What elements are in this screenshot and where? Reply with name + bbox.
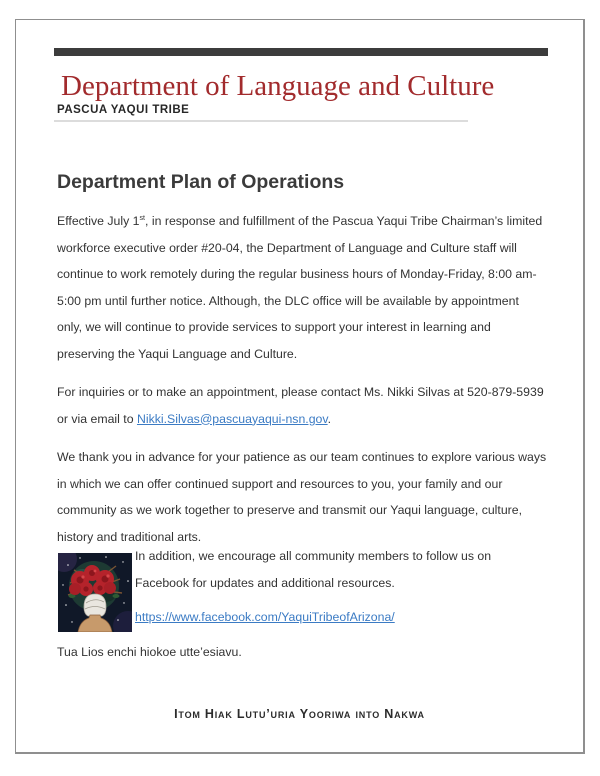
org-title: Department of Language and Culture	[61, 70, 495, 102]
facebook-link-row	[135, 604, 507, 631]
email-link[interactable]: Nikki.Silvas@pascuayaqui-nsn.gov	[136, 411, 328, 426]
doc-heading: Department Plan of Operations	[57, 171, 345, 193]
footer-motto: Itom Hiak Lutu’uria Yooriwa into Nakwa	[174, 707, 425, 721]
org-subtitle: PASCUA YAQUI TRIBE	[57, 104, 190, 116]
document-page	[15, 19, 585, 754]
paragraph-thanks: We thank you in advance for your patience as our team continues to explore various ways in which we can offer continued support and resources to you, your family and our community as we work together to preserve and transmit our Yaqui language, culture, history and traditional arts.	[57, 450, 547, 544]
paragraph-effective-prefix: Effective July 1	[57, 214, 140, 228]
paragraph-inquiries-text: For inquiries or to make an appointment, please contact Ms. Nikki Silvas at 520-879-5939 or via email to	[57, 385, 544, 426]
yaqui-artwork-image	[58, 553, 132, 632]
paragraph-facebook: In addition, we encourage all community members to follow us on Facebook for updates and additional resources.	[135, 549, 492, 590]
header-rule	[54, 120, 468, 122]
paragraph-inquiries	[57, 379, 547, 432]
header-accent-bar	[54, 48, 548, 56]
paragraph-effective	[57, 208, 547, 368]
paragraph-effective-rest: , in response and fulfillment of the Pascua Yaqui Tribe Chairman’s limited workforce executive order #20-04, the Department of Language and Culture staff will continue to work remotely during the regular business hours of Monday-Friday, 8:00 am-5:00 pm until further notice. Although, the DLC office will be available by appointment only, we will continue to provide services to support your interest in learning and preserving the Yaqui Language and Culture.	[57, 214, 543, 361]
ordinal-superscript: st	[139, 213, 146, 222]
paragraph-closing: Tua Lios enchi hiokoe utte’esiavu.	[57, 645, 242, 659]
facebook-link[interactable]: https://www.facebook.com/YaquiTribeofArizona/	[135, 610, 395, 624]
paragraph-inquiries-period: .	[327, 411, 332, 426]
